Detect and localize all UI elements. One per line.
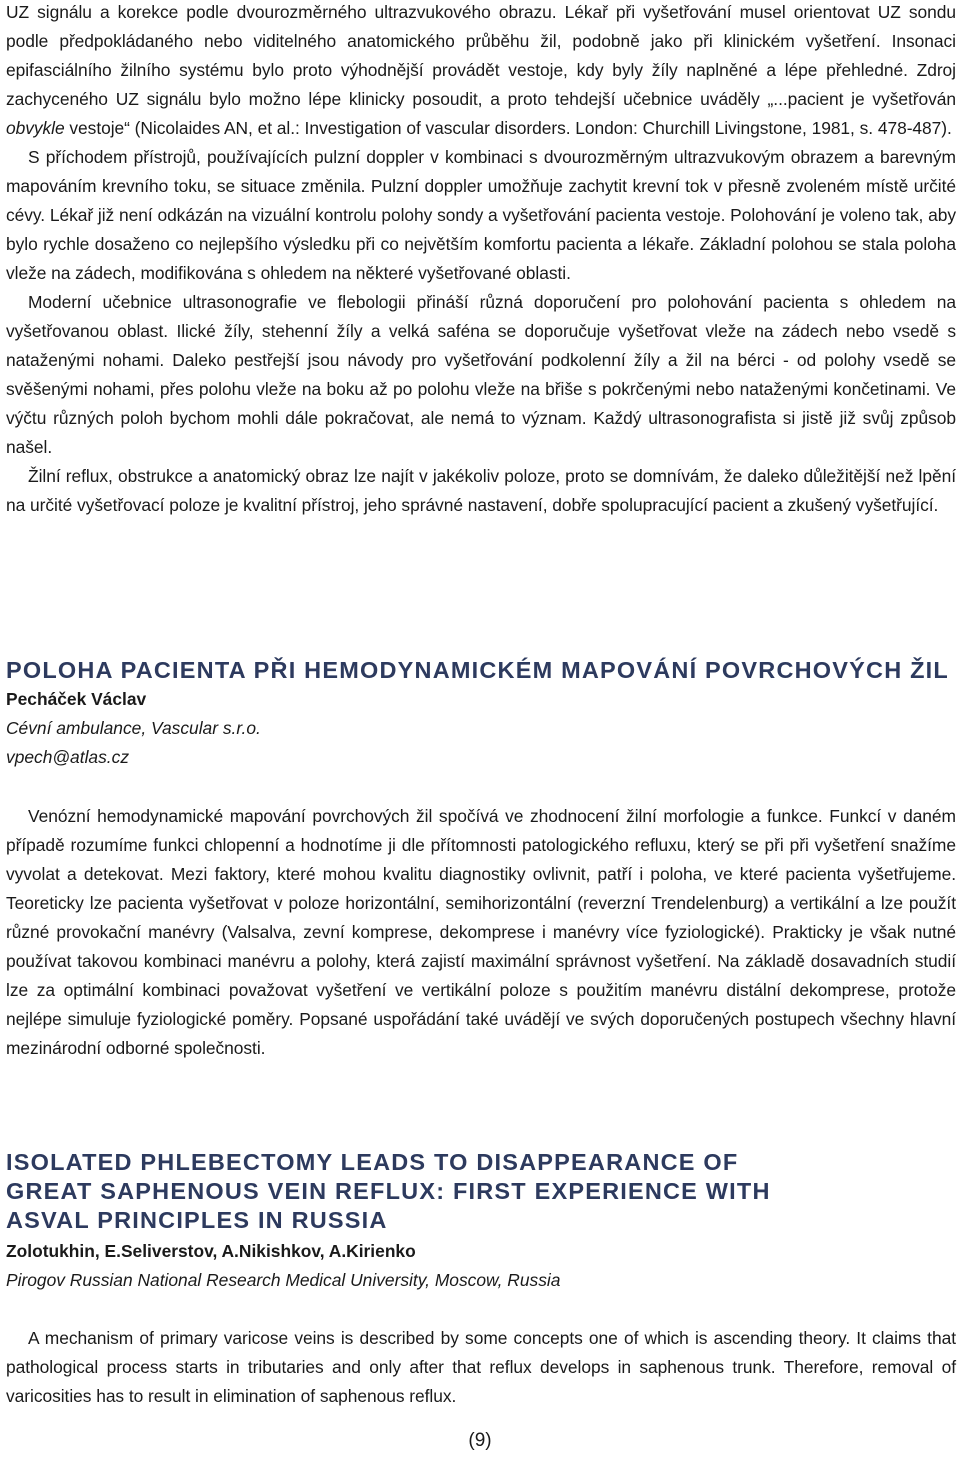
- abstract-phlebectomy-body: [6, 1324, 956, 1411]
- abstract-positioning-body: [6, 802, 956, 1063]
- intro-paragraph-1: [6, 0, 956, 143]
- abstract-positioning: [6, 656, 956, 772]
- intro-paragraph-1-text-a: UZ signálu a korekce podle dvourozměrného ultrazvukového obrazu. Lékař při vyšetřování musel orientovat UZ sondu podle předpokládaného nebo viditelného anatomického průběhu žil, podobně jako při klinickém vyšetření. Insonaci epifasciálního žilního systému bylo proto výhodnější provádět vestoje, kdy byly žíly naplněné a lépe přehledné. Zdroj zachyceného UZ signálu bylo možno lépe klinicky posoudit, a proto tehdejší učebnice uváděly „...pacient je vyšetřován: [6, 2, 956, 109]
- abstract-body-paragraph: Venózní hemodynamické mapování povrchových žil spočívá ve zhodnocení žilní morfologie a funkce. Funkcí v daném případě rozumíme funkci chlopenní a hodnotíme ji dle přítomnosti patologického refluxu, který se při při vyšetření snažíme vyvolat a detekovat. Mezi faktory, které mohou kvalitu diagnostiky ovlivnit, patří i poloha, ve které pacienta vyšetřujeme. Teoreticky lze pacienta vyšetřovat v poloze horizontální, semihorizontální (reverzní Trendelenburg) a vertikální a lze použít různé provokační manévry (Valsalva, zevní komprese, dekomprese i manévry více fyziologické). Prakticky je však nutné používat takovou kombinaci manévru a polohy, která zajistí maximální správnost vyšetření. Na základě dosavadních studií lze za optimální kombinaci považovat vyšetření ve vertikální poloze s použitím manévru distální dekomprese, protože nejlépe simuluje fyziologické poměry. Popsané uspořádání také uvádějí ve svých doporučených postupech všechny hlavní mezinárodní odborné společnosti.: [6, 806, 956, 1058]
- abstract-title: POLOHA PACIENTA PŘI HEMODYNAMICKÉM MAPOVÁNÍ POVRCHOVÝCH ŽIL: [6, 657, 949, 683]
- intro-paragraph-2: S příchodem přístrojů, používajících pulzní doppler v kombinaci s dvourozměrným ultrazvukovým obrazem a barevným mapováním krevního toku, se situace změnila. Pulzní doppler umožňuje zachytit krevní tok v přesně zvoleném místě určité cévy. Lékař již není odkázán na vizuální kontrolu polohy sondy a vyšetřování pacienta vestoje. Polohování je voleno tak, aby bylo rychle dosaženo co nejlepšího výsledku při co největším komfortu pacienta a lékaře. Základní polohou se stala poloha vleže na zádech, modifikována s ohledem na některé vyšetřované oblasti.: [6, 147, 956, 283]
- abstract-body-paragraph: A mechanism of primary varicose veins is described by some concepts one of which is ascending theory. It claims that pathological process starts in tributaries and only after that reflux develops in saphenous trunk. Therefore, removal of varicosities has to result in elimination of saphenous reflux.: [6, 1328, 956, 1406]
- intro-paragraph-1-text-b: vestoje“ (Nicolaides AN, et al.: Investigation of vascular disorders. London: Churchill Livingstone, 1981, s. 478-487).: [64, 118, 952, 138]
- abstract-phlebectomy: [6, 1148, 826, 1235]
- abstract-authors: Zolotukhin, E.Seliverstov, A.Nikishkov, A.Kirienko: [6, 1241, 416, 1261]
- abstract-affiliation: Cévní ambulance, Vascular s.r.o.: [6, 718, 261, 738]
- intro-paragraph-1-emphasis: obvykle: [6, 118, 65, 138]
- abstract-title: ISOLATED PHLEBECTOMY LEADS TO DISAPPEARANCE OF GREAT SAPHENOUS VEIN REFLUX: FIRST EXPERIENCE WITH ASVAL PRINCIPLES IN RUSSIA: [6, 1149, 771, 1233]
- intro-paragraph-3: Moderní učebnice ultrasonografie ve flebologii přináší různá doporučení pro polohování pacienta s ohledem na vyšetřovanou oblast. Ilické žíly, stehenní žíly a velká saféna se doporučuje vyšetřovat vleže na zádech nebo vsedě s nataženými nohami. Daleko pestřejší jsou návody pro vyšetřování podkolenní žíly a žil na bérci - od polohy vsedě se svěšenými nohami, přes polohu vleže na boku až po polohu vleže na břiše s pokrčenými nebo nataženými končetinami. Ve výčtu různých poloh bychom mohli dále pokračovat, ale nemá to význam. Každý ultrasonografista si jistě již svůj způsob našel.: [6, 292, 956, 457]
- intro-section: [6, 0, 956, 520]
- intro-paragraph-4: Žilní reflux, obstrukce a anatomický obraz lze najít v jakékoliv poloze, proto se domnívám, že daleko důležitější než lpění na určité vyšetřovací poloze je kvalitní přístroj, jeho správné nastavení, dobře spolupracující pacient a zkušený vyšetřující.: [6, 466, 956, 515]
- abstract-author: Pecháček Václav: [6, 689, 147, 709]
- abstract-email: vpech@atlas.cz: [6, 747, 130, 767]
- page-number: (9): [468, 1430, 492, 1451]
- abstract-phlebectomy-meta: [6, 1237, 956, 1295]
- abstract-affiliation: Pirogov Russian National Research Medical University, Moscow, Russia: [6, 1270, 561, 1290]
